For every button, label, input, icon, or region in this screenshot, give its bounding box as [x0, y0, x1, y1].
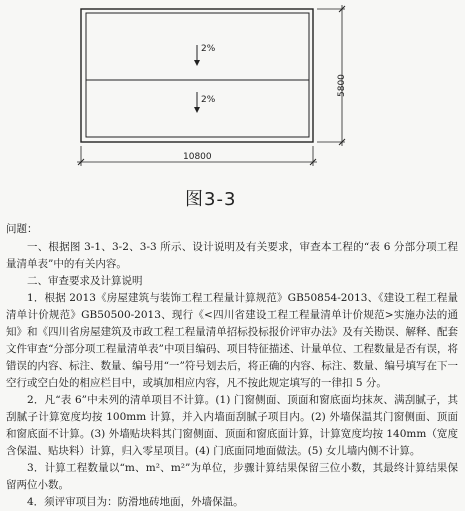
slope-label-top: 2%	[201, 44, 216, 54]
figure-caption: 图3-3	[185, 189, 237, 210]
requirement-item-3: 3．计算工程数量以“m、m²、m²”为单位，步骤计算结果保留三位小数，其最终计算结果保留两位小数。	[6, 462, 458, 491]
questions-heading: 问题：	[6, 223, 38, 235]
question-one: 一、根据图 3-1、3-2、3-3 所示、设计说明及有关要求，审查本工程的“表 6 分部分项工程量清单表”中的有关内容。	[6, 241, 458, 270]
outer-boundary	[81, 9, 313, 142]
requirement-item-4: 4．须评审项目为：防滑地砖地面，外墙保温。	[27, 496, 244, 508]
roof-plan-figure	[0, 0, 465, 215]
inner-boundary	[86, 13, 309, 137]
width-dimension-label: 10800	[183, 152, 212, 162]
question-text	[6, 221, 458, 511]
requirement-item-1: 1．根据 2013《房屋建筑与装饰工程工程量计算规范》GB50854-2013、《建设工程工程量清单计价规范》GB50500-2013、现行《<四川省建设工程工程量清单计价规范>实施办法的通知》和《四川省房屋建筑及市政工程工程量清单招标投标报价评审办法》及有关勘误、解释、配套文件审查“分部分项工程量清单表”中项目编码、项目特征描述、计量单位、工程数量是否有误，将错误的内容、标注、数量、编号用“一”符号划去后，将正确的内容、标注、数量、编号填写在下一空行或空白处的相应栏目中，或填加相应内容，凡不按此规定填写的一律扣 5 分。	[6, 292, 458, 389]
roof-plan-drawing	[0, 0, 465, 215]
question-two-heading: 二、审查要求及计算说明	[27, 275, 143, 287]
height-dimension-label: 5800	[337, 74, 347, 97]
requirement-item-2: 2．凡“表 6”中未列的清单项目不计算。(1) 门窗侧面、顶面和窗底面均抹灰、满刮腻子，其刮腻子计算宽度均按 100mm 计算，并入内墙面刮腻子项目内。(2) 外墙保温其门窗侧面、顶面和窗底面不计算。(3) 外墙贴块料其门窗侧面、顶面和窗底面计算，计算宽度均按 140mm（宽度含保温、贴块料）计算，归入零星项目。(4) 门底面同地面做法。(5) 女儿墙内侧不计算。	[6, 394, 458, 457]
slope-label-bottom: 2%	[201, 95, 216, 105]
